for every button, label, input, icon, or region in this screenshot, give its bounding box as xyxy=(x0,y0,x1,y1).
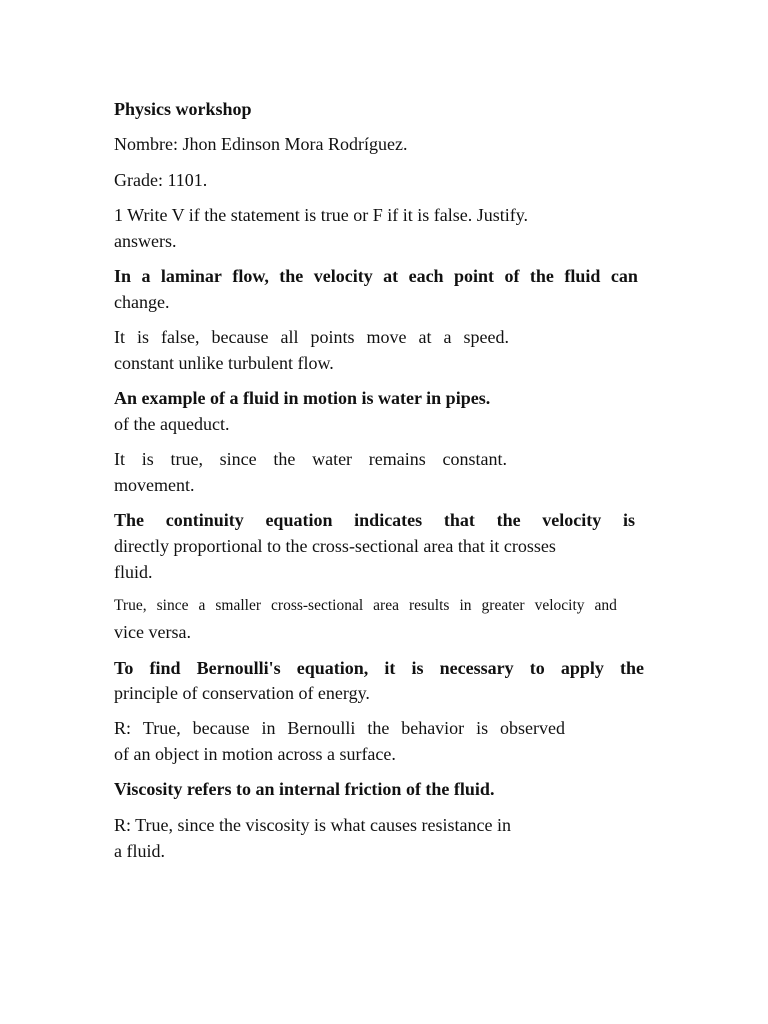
word: a xyxy=(443,327,452,347)
word: it xyxy=(384,658,396,678)
word: results xyxy=(408,597,450,614)
instruction-line-1 xyxy=(114,205,569,225)
word: is xyxy=(141,449,154,469)
item-3-answer-line-2: vice versa. xyxy=(114,622,191,642)
word: and xyxy=(594,597,617,614)
word: true, xyxy=(170,449,203,469)
word: indicates xyxy=(354,510,423,530)
item-5-answer-line-1: R: True, since the viscosity is what causes resistance in xyxy=(114,815,511,835)
word: greater xyxy=(481,597,525,614)
word: point xyxy=(454,266,495,286)
word: the xyxy=(529,266,554,286)
item-1-answer-line-1 xyxy=(114,327,509,347)
item-4-statement-line-1 xyxy=(114,658,644,678)
word: the xyxy=(273,449,296,469)
word: in xyxy=(261,718,276,738)
item-5-statement-line-1: Viscosity refers to an internal friction of the fluid. xyxy=(114,779,495,799)
word: Bernoulli's xyxy=(196,658,281,678)
word: is xyxy=(411,658,424,678)
word: move xyxy=(366,327,407,347)
word: laminar xyxy=(160,266,222,286)
word: To xyxy=(114,658,134,678)
word: false, xyxy=(161,327,200,347)
word: the xyxy=(496,510,521,530)
word: necessary xyxy=(439,658,514,678)
word: to xyxy=(529,658,545,678)
word: a xyxy=(141,266,151,286)
word: because xyxy=(192,718,250,738)
word: smaller xyxy=(215,597,262,614)
instruction-line-2: answers. xyxy=(114,231,177,251)
word: a xyxy=(198,597,206,614)
word: points xyxy=(310,327,355,347)
instruction-text: 1 Write V if the statement is true or F if it is false. Justify. xyxy=(114,205,529,225)
word: continuity xyxy=(165,510,244,530)
item-2-statement-line-1: An example of a fluid in motion is water in pipes. xyxy=(114,388,491,408)
word: velocity xyxy=(313,266,373,286)
word: is xyxy=(476,718,489,738)
item-4-answer-line-2: of an object in motion across a surface. xyxy=(114,744,396,764)
item-2-answer-line-2: movement. xyxy=(114,475,195,495)
word: The xyxy=(114,510,145,530)
word: that xyxy=(443,510,475,530)
word: can xyxy=(610,266,638,286)
word: velocity xyxy=(542,510,602,530)
item-1-statement-line-1 xyxy=(114,266,638,286)
item-3-answer-line-1 xyxy=(114,596,617,616)
word: at xyxy=(383,266,399,286)
word: in xyxy=(459,597,472,614)
item-4-answer-line-1 xyxy=(114,718,565,738)
item-3-statement-line-1 xyxy=(114,510,635,530)
word: In xyxy=(114,266,132,286)
item-4-statement-line-2: principle of conservation of energy. xyxy=(114,683,370,703)
word: velocity xyxy=(534,597,585,614)
word: apply xyxy=(560,658,604,678)
word: since xyxy=(219,449,257,469)
word: It xyxy=(114,327,125,347)
item-2-answer-line-1 xyxy=(114,449,507,469)
item-5-answer-line-2: a fluid. xyxy=(114,841,165,861)
word: at xyxy=(418,327,432,347)
word: fluid xyxy=(564,266,601,286)
word: remains xyxy=(368,449,426,469)
word: is xyxy=(137,327,150,347)
word: equation, xyxy=(296,658,369,678)
word: is xyxy=(622,510,635,530)
item-3-statement-line-3: fluid. xyxy=(114,562,153,582)
word: It xyxy=(114,449,125,469)
word: water xyxy=(312,449,353,469)
word: cross-sectional xyxy=(271,597,364,614)
student-name: Nombre: Jhon Edinson Mora Rodríguez. xyxy=(114,134,408,154)
word: since xyxy=(156,597,189,614)
word: R: xyxy=(114,718,132,738)
word: Bernoulli xyxy=(287,718,356,738)
word: constant. xyxy=(442,449,507,469)
word: find xyxy=(149,658,181,678)
item-1-answer-line-2: constant unlike turbulent flow. xyxy=(114,353,334,373)
item-2-statement-line-2: of the aqueduct. xyxy=(114,414,230,434)
word: because xyxy=(211,327,269,347)
word: all xyxy=(280,327,299,347)
word: of xyxy=(504,266,520,286)
document-title: Physics workshop xyxy=(114,99,252,119)
word: the xyxy=(619,658,644,678)
word: each xyxy=(408,266,444,286)
word: the xyxy=(367,718,390,738)
word: speed. xyxy=(463,327,509,347)
word: the xyxy=(279,266,304,286)
item-1-statement-line-2: change. xyxy=(114,292,170,312)
word: flow, xyxy=(232,266,269,286)
grade-line: Grade: 1101. xyxy=(114,170,208,190)
word: equation xyxy=(265,510,333,530)
word: True, xyxy=(114,597,147,614)
item-3-statement-line-2: directly proportional to the cross-sectional area that it crosses xyxy=(114,536,556,556)
word: True, xyxy=(142,718,181,738)
word: area xyxy=(373,597,399,614)
word: behavior xyxy=(401,718,465,738)
word: observed xyxy=(499,718,565,738)
